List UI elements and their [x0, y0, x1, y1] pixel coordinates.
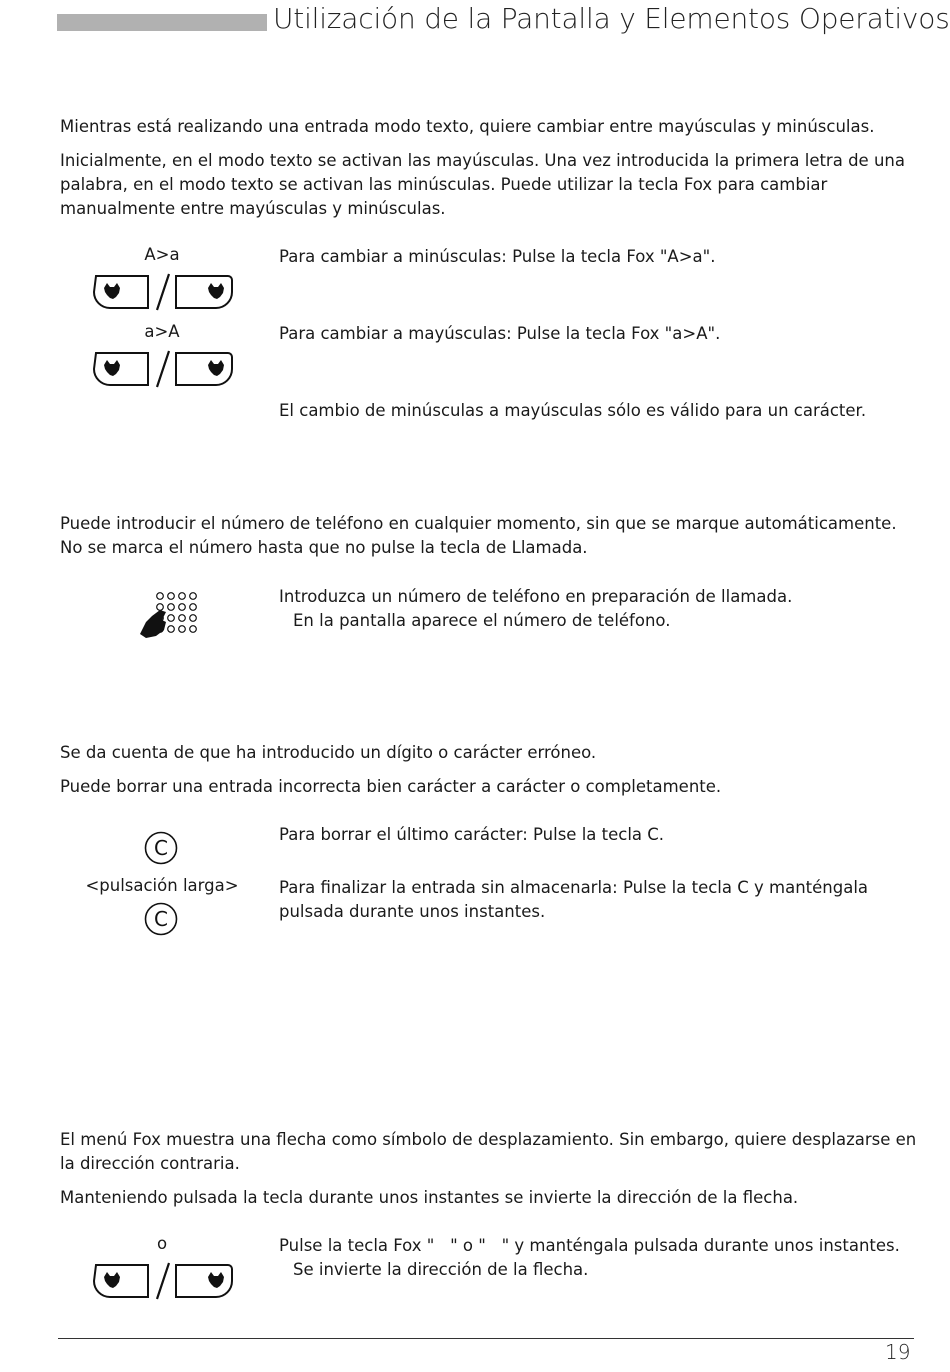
step-enter-number-result: En la pantalla aparece el número de teléfono.	[293, 611, 671, 630]
c-key-icon	[144, 902, 178, 936]
step-enter-number-text: Introduzca un número de teléfono en preparación de llamada.	[279, 587, 793, 606]
section1-intro: Mientras está realizando una entrada modo texto, quiere cambiar entre mayúsculas y minúsculas.	[60, 117, 875, 136]
section4-description: Manteniendo pulsada la tecla durante unos instantes se invierte la dirección de la flecha.	[60, 1188, 799, 1207]
section4-intro: El menú Fox muestra una flecha como símbolo de desplazamiento. Sin embargo, quiere desplazarse en la dirección contraria.	[60, 1130, 917, 1173]
key-label-lowercase: A>a	[144, 245, 180, 264]
page-number: 19	[885, 1340, 911, 1364]
c-key-label: C	[154, 836, 168, 860]
key-label-or: o	[156, 1234, 168, 1253]
footer-divider	[58, 1338, 914, 1339]
long-press-label: <pulsación larga>	[85, 876, 239, 895]
step-lowercase: Para cambiar a minúsculas: Pulse la tecla Fox "A>a".	[279, 247, 716, 266]
step-uppercase: Para cambiar a mayúsculas: Pulse la tecla Fox "a>A".	[279, 324, 721, 343]
key-label-uppercase: a>A	[144, 322, 180, 341]
c-key-icon	[144, 831, 178, 865]
section2-intro: Puede introducir el número de teléfono en cualquier momento, sin que se marque automáticamente. No se marca el número hasta que no pulse la tecla de Llamada.	[60, 514, 897, 557]
keypad-hand-icon	[138, 590, 202, 640]
header-bar	[57, 14, 267, 31]
fox-key-pair-icon	[90, 349, 236, 389]
step-reverse-arrow-text: Pulse la tecla Fox " " o " " y manténgala pulsada durante unos instantes.	[279, 1236, 900, 1255]
section3-description: Puede borrar una entrada incorrecta bien carácter a carácter o completamente.	[60, 777, 722, 796]
step-enter-number	[279, 585, 909, 633]
step-reverse-arrow-result: Se invierte la dirección de la flecha.	[293, 1260, 589, 1279]
step-delete-char: Para borrar el último carácter: Pulse la tecla C.	[279, 825, 665, 844]
fox-key-pair-icon	[90, 1261, 236, 1301]
c-key-label: C	[154, 907, 168, 931]
section3-intro: Se da cuenta de que ha introducido un dígito o carácter erróneo.	[60, 743, 597, 762]
fox-key-pair-icon	[90, 272, 236, 312]
step-cancel-entry: Para finalizar la entrada sin almacenarla: Pulse la tecla C y manténgala pulsada durante unos instantes.	[279, 878, 869, 921]
case-note: El cambio de minúsculas a mayúsculas sólo es válido para un carácter.	[279, 401, 867, 420]
section1-description: Inicialmente, en el modo texto se activan las mayúsculas. Una vez introducida la primera letra de una palabra, en el modo texto se activan las minúsculas. Puede utilizar la tecla Fox para cambiar manualmente entre mayúsculas y minúsculas.	[60, 151, 905, 218]
page-title: Utilización de la Pantalla y Elementos Operativos	[273, 2, 950, 35]
step-reverse-arrow	[279, 1234, 909, 1282]
